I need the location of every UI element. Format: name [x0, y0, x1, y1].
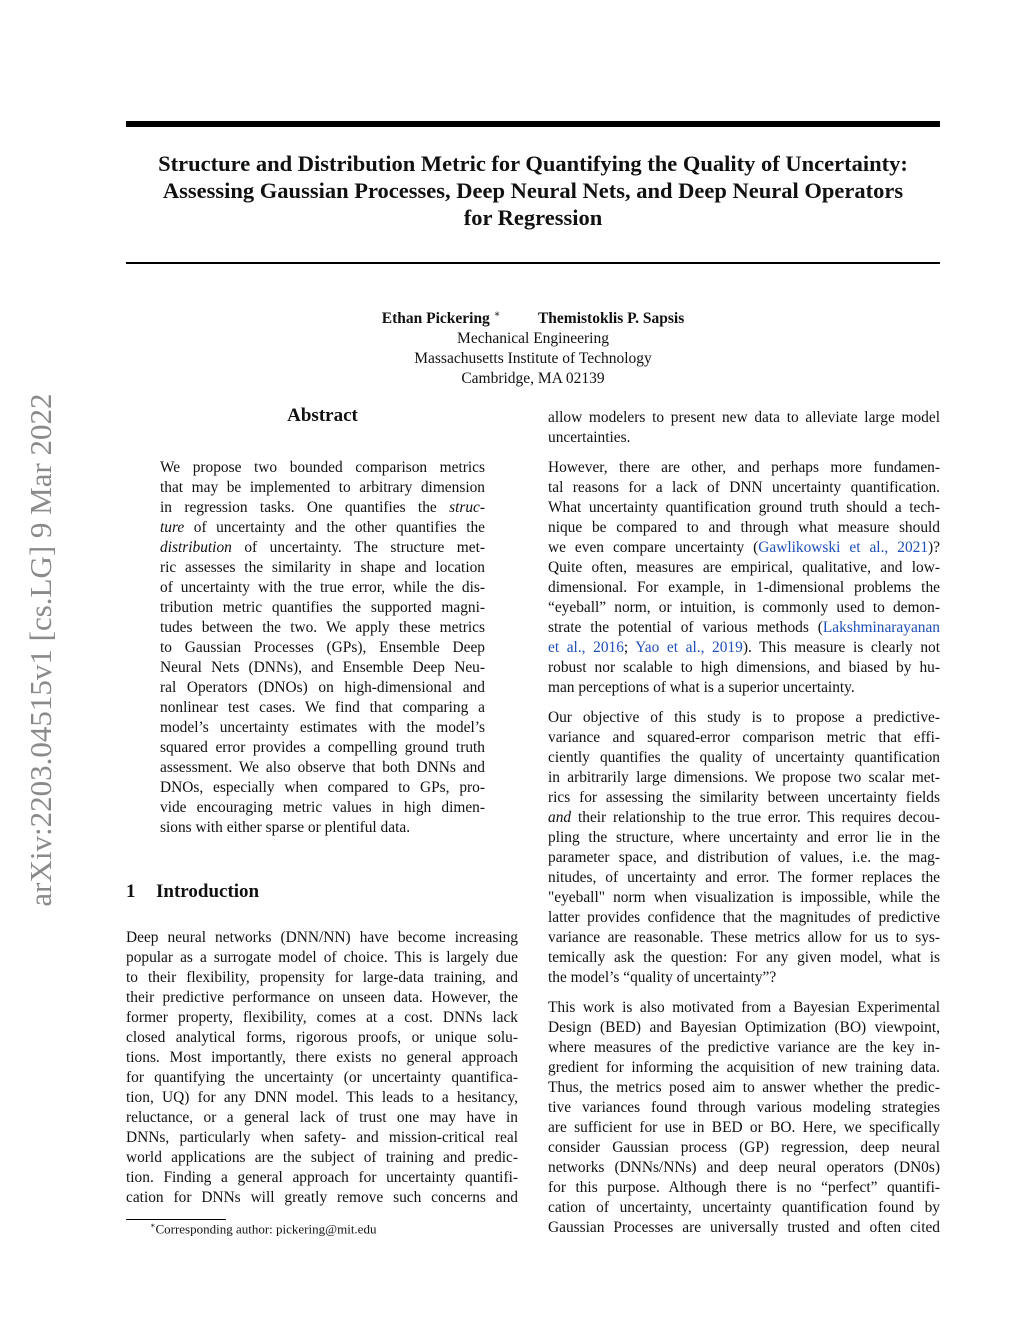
body-line: closed analytical forms, rigorous proofs, or unique solu-: [126, 1029, 518, 1046]
abstract-line: tribution metric quantifies the supported magni-: [160, 599, 485, 616]
body-line: for this purpose. Although there is no “perfect” quantifi-: [548, 1179, 940, 1196]
author-footnote-mark: ∗: [493, 309, 501, 320]
body-line: ciently quantifies the quality of uncertainty quantification: [548, 749, 940, 766]
body-line: This work is also motivated from a Bayesian Experimental: [548, 999, 940, 1016]
body-line: gredient for informing the acquisition of new training data.: [548, 1059, 940, 1076]
body-line: are sufficient for use in BED or BO. Here, we specifically: [548, 1119, 940, 1136]
body-line: tal reasons for a lack of DNN uncertainty quantification.: [548, 479, 940, 496]
abstract-line: ral Operators (DNOs) on high-dimensional and: [160, 679, 485, 696]
body-line: Thus, the metrics posed aim to answer whether the predic-: [548, 1079, 940, 1096]
body-line: variance and squared-error comparison metric that effi-: [548, 729, 940, 746]
abstract-line: ture of uncertainty and the other quantifies the: [160, 519, 485, 536]
body-line: in arbitrarily large dimensions. We propose two scalar met-: [548, 769, 940, 786]
body-line: where measures of the predictive variance are the key in-: [548, 1039, 940, 1056]
title-bottom-rule: [126, 262, 940, 264]
body-line: tions. Most importantly, there exists no general approach: [126, 1049, 518, 1066]
body-line: popular as a surrogate model of choice. This is largely due: [126, 949, 518, 966]
footnote-mark: ∗: [150, 1221, 156, 1230]
body-line: tion. Finding a general approach for uncertainty quantifi-: [126, 1169, 518, 1186]
abstract-line: model’s uncertainty estimates with the model’s: [160, 719, 485, 736]
body-line: latter provides confidence that the magnitudes of predictive: [548, 909, 940, 926]
body-line: However, there are other, and perhaps more fundamen-: [548, 459, 940, 476]
body-line: and their relationship to the true error. This requires decou-: [548, 809, 940, 826]
abstract-line: that may be implemented to arbitrary dimension: [160, 479, 485, 496]
footnote-text: Corresponding author: pickering@mit.edu: [155, 1221, 377, 1237]
section-title: Introduction: [156, 881, 260, 902]
body-line: Gaussian Processes are universally trusted and often cited: [548, 1219, 940, 1236]
affiliation-line: Massachusetts Institute of Technology: [414, 350, 652, 368]
body-line: dimensional. For example, in 1-dimensional problems the: [548, 579, 940, 596]
abstract-line: We propose two bounded comparison metrics: [160, 459, 485, 476]
abstract-line: tudes between the two. We apply these metrics: [160, 619, 485, 636]
body-line: nique be compared to and through what measure should: [548, 519, 940, 536]
abstract-line: in regression tasks. One quantifies the struc-: [160, 499, 485, 516]
abstract-line: ric assesses the similarity in shape and location: [160, 559, 485, 576]
body-line: cation of uncertainty, uncertainty quantification found by: [548, 1199, 940, 1216]
abstract-line: vide encouraging metric values in high dimen-: [160, 799, 485, 816]
title-line: Structure and Distribution Metric for Quantifying the Quality of Uncertainty:: [158, 151, 908, 176]
abstract-line: nonlinear test cases. We find that comparing a: [160, 699, 485, 716]
body-line: reluctance, or a general lack of trust one may have in: [126, 1109, 518, 1126]
author-name: Ethan Pickering: [381, 310, 490, 328]
body-line: et al., 2016; Yao et al., 2019). This measure is clearly not: [548, 639, 940, 656]
body-line: Our objective of this study is to propose a predictive-: [548, 709, 940, 726]
body-line: for quantifying the uncertainty (or uncertainty quantifica-: [126, 1069, 518, 1086]
title-line: for Regression: [463, 205, 603, 230]
body-line: allow modelers to present new data to alleviate large model: [548, 409, 940, 426]
body-line: Quite often, measures are empirical, qualitative, and low-: [548, 559, 940, 576]
author-block: [126, 305, 940, 389]
body-line: Deep neural networks (DNN/NN) have become increasing: [126, 929, 518, 946]
body-line: parameter space, and distribution of values, i.e. the mag-: [548, 849, 940, 866]
body-line: the model’s “quality of uncertainty”?: [548, 969, 777, 986]
body-line: their predictive performance on unseen data. However, the: [126, 989, 518, 1006]
body-line: tion, UQ) for any DNN model. This leads to a hesitancy,: [126, 1089, 518, 1106]
body-line: “eyeball” norm, or intuition, is commonly used to demon-: [548, 599, 940, 616]
abstract-line: sions with either sparse or plentiful data.: [160, 819, 411, 836]
footnote-rule: [126, 1219, 226, 1220]
author-name: Themistoklis P. Sapsis: [537, 310, 685, 328]
body-line: world applications are the subject of training and predic-: [126, 1149, 518, 1166]
body-line: robust nor scalable to high dimensions, and biased by hu-: [548, 659, 940, 676]
section-heading-introduction: [126, 881, 259, 903]
body-line: consider Gaussian process (GP) regression, deep neural: [548, 1139, 940, 1156]
paragraph: [548, 408, 940, 448]
abstract-line: Neural Nets (DNNs), and Ensemble Deep Neu-: [160, 659, 485, 676]
body-line: man perceptions of what is a superior uncertainty.: [548, 679, 855, 696]
title-top-rule: [126, 121, 940, 127]
body-line: Design (BED) and Bayesian Optimization (BO) viewpoint,: [548, 1019, 940, 1036]
abstract-heading: Abstract: [287, 405, 358, 426]
title-line: Assessing Gaussian Processes, Deep Neural Nets, and Deep Neural Operators: [162, 178, 904, 203]
paper-title: [126, 150, 940, 231]
body-line: strate the potential of various methods (Lakshminarayanan: [548, 619, 940, 636]
abstract-line: to Gaussian Processes (GPs), Ensemble Deep: [160, 639, 485, 656]
body-line: "eyeball" norm when visualization is impossible, while the: [548, 889, 940, 906]
paragraph: [548, 458, 940, 698]
introduction-body: [126, 928, 518, 1208]
affiliation-line: Mechanical Engineering: [457, 330, 609, 348]
body-line: former property, flexibility, comes at a cost. DNNs lack: [126, 1009, 518, 1026]
body-line: networks (DNNs/NNs) and deep neural operators (DN0s): [548, 1159, 940, 1176]
section-number: 1: [126, 881, 136, 902]
body-line: we even compare uncertainty (Gawlikowski et al., 2021)?: [548, 539, 940, 556]
body-line: DNNs, particularly when safety- and mission-critical real: [126, 1129, 518, 1146]
body-line: tive variances found through various modeling strategies: [548, 1099, 940, 1116]
abstract-line: of uncertainty with the true error, while the dis-: [160, 579, 485, 596]
paragraph: [548, 998, 940, 1238]
body-line: variance are reasonable. These metrics allow for us to sys-: [548, 929, 940, 946]
arxiv-identifier: arXiv:2203.04515v1 [cs.LG] 9 Mar 2022: [23, 393, 58, 907]
body-line: pling the structure, where uncertainty and error lie in the: [548, 829, 940, 846]
abstract-body: [160, 458, 485, 838]
body-line: What uncertainty quantification ground truth should a tech-: [548, 499, 940, 516]
abstract-line: distribution of uncertainty. The structure met-: [160, 539, 485, 556]
body-line: to their flexibility, propensity for large-data training, and: [126, 969, 518, 986]
affiliation-line: Cambridge, MA 02139: [461, 370, 605, 388]
footnote: [150, 1221, 376, 1237]
abstract-line: DNOs, especially when compared to GPs, pro-: [160, 779, 485, 796]
abstract-line: squared error provides a compelling ground truth: [160, 739, 485, 756]
body-line: nitudes, of uncertainty and error. The former replaces the: [548, 869, 940, 886]
body-line: temically ask the question: For any given model, what is: [548, 949, 940, 966]
body-line: uncertainties.: [548, 429, 631, 446]
paragraph: [548, 708, 940, 988]
body-line: rics for assessing the similarity between uncertainty fields: [548, 789, 940, 806]
body-line: cation for DNNs will greatly remove such concerns and: [126, 1189, 518, 1206]
abstract-line: assessment. We also observe that both DNNs and: [160, 759, 485, 776]
